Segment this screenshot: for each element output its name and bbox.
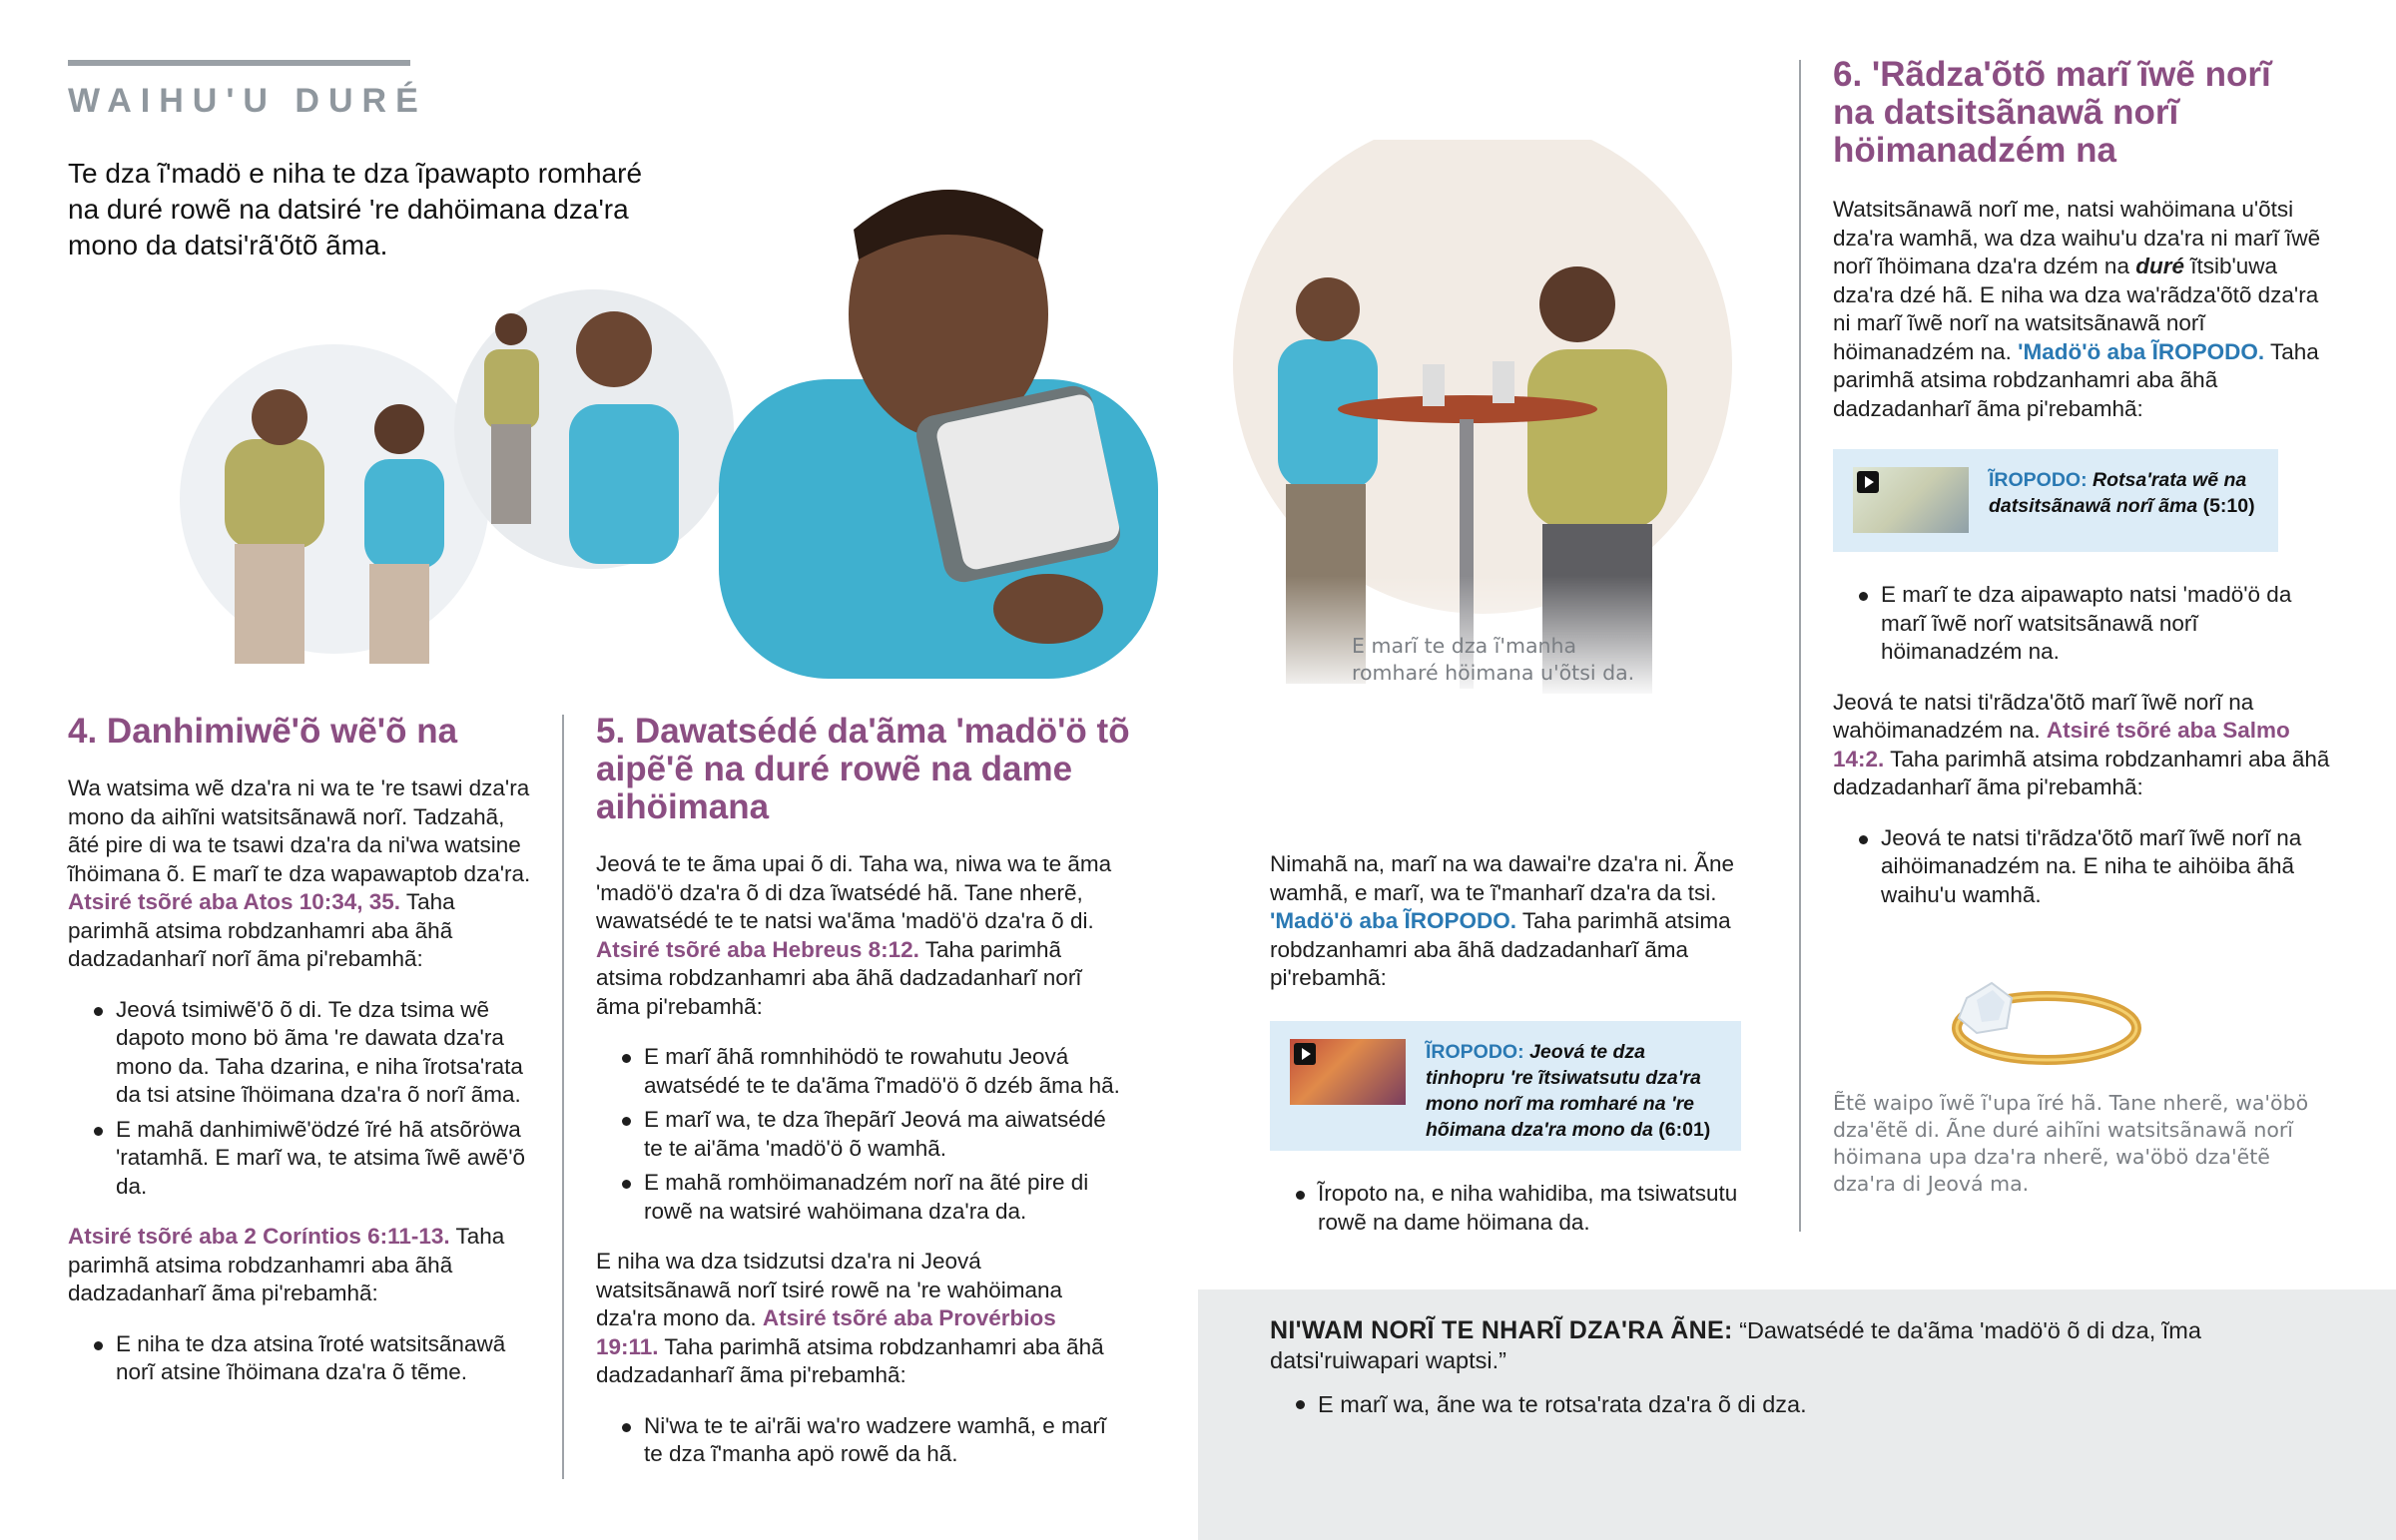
list-item: E marĩ te dza aipawapto natsi 'madö'ö da marĩ ĩwẽ norĩ watsitsãnawã norĩ höimanadzém na.	[1833, 581, 2332, 667]
section-4-paragraph-1: Wa watsima wẽ dza'ra ni wa te 're tsawi dza'ra mono da aihĩni watsitsãnawã norĩ. Tadzahã, ãté pire di wa te tsawi dza'ra da ni'wa watsine ĩhöimana õ. E marĩ te dza wapawaptob dza'ra. Atsiré tsõré aba Atos 10:34, 35. Taha parimhã atsima robdzanhamri aba ãhã dadzadanharĩ norĩ ãma pi'rebamhã:	[68, 775, 531, 971]
section-4-bullets-1	[68, 996, 537, 1202]
column-divider	[562, 715, 564, 1479]
section-5-paragraph-2: E niha wa dza tsidzutsi dza'ra ni Jeová watsitsãnawã norĩ tsiré rowẽ na 're wahöimana dza'ra mono da. Atsiré tsõré aba Provérbios 19:11. Taha parimhã atsima robdzanhamri aba ãhã dadzadanharĩ ãma pi'rebamhã:	[596, 1249, 1104, 1387]
scripture-link[interactable]: Atsiré tsõré aba 2 Coríntios 6:11-13.	[68, 1224, 450, 1249]
section-5-body	[596, 850, 1120, 1491]
video-title: ĨROPODO: Jeová te dza tinhopru 're ĩtsiwatsutu dza'ra mono norĩ ma romharé na 're hõimana dza'ra mono da (6:01)	[1426, 1041, 1711, 1141]
scripture-link[interactable]: Atsiré tsõré aba Hebreus 8:12.	[596, 936, 919, 962]
video-title: ĨROPODO: Rotsa'rata wẽ na datsitsãnawã norĩ ãma (5:10)	[1989, 469, 2255, 517]
image-caption: E marĩ te dza ĩ'manha romharé höimana u'õtsi da.	[1352, 634, 1635, 685]
list-item: Jeová te natsi ti'rãdza'õtõ marĩ ĩwẽ norĩ na aihöimanadzém na. E niha te aihöiba ãhã waihu'u wamhã.	[1833, 824, 2332, 910]
list-item: E niha te dza atsina ĩroté watsitsãnawã norĩ atsine ĩhöimana dza'ra õ tẽme.	[68, 1330, 537, 1387]
video-link[interactable]: 'Madö'ö aba ĨROPODO.	[2018, 338, 2265, 364]
play-icon[interactable]	[1294, 1043, 1316, 1065]
list-item: Ĩropoto na, e niha wahidiba, ma tsiwatsutu rowẽ na dame höimana da.	[1270, 1180, 1769, 1237]
section-5-paragraph-1: Jeová te te ãma upai õ di. Taha wa, niwa wa te ãma 'madö'ö dza'ra õ di dza ĩwatsédé hã. Tane nherẽ, wawatsédé te te natsi wa'ãma 'madö'ö dza'ra õ di. Atsiré tsõré aba Hebreus 8:12. Taha parimhã atsima robdzanhamri aba ãhã dadzadanharĩ norĩ ãma pi'rebamhã:	[596, 851, 1112, 1019]
section-5-continued	[1270, 850, 1769, 1015]
section-label: WAIHU'U DURÉ	[68, 82, 427, 120]
list-item: E marĩ ãhã romnhihödö te rowahutu Jeová awatsédé te te da'ãma ĩ'madö'ö õ dzéb ãma hã.	[596, 1043, 1120, 1100]
section-6-body	[1833, 196, 2332, 445]
section-5-bullets-2	[596, 1412, 1120, 1469]
section-6-paragraph-2: Jeová te natsi ti'rãdza'õtõ marĩ ĩwẽ norĩ na wahöimanadzém na. Atsiré tsõré aba Salmo 14:2. Taha parimhã atsima robdzanhamri aba ãhã dadzadanharĩ ãma pi'rebamhã:	[1833, 689, 2330, 799]
section-4-paragraph-2: Atsiré tsõré aba 2 Coríntios 6:11-13. Taha parimhã atsima robdzanhamri aba ãhã dadzadanharĩ ãma pi'rebamhã:	[68, 1224, 505, 1305]
video-card[interactable]	[1833, 449, 2278, 552]
section-6-heading: 6. 'Rãdza'õtõ marĩ ĩwẽ norĩ na datsitsãnawã norĩ höimanadzém na	[1833, 55, 2271, 170]
illustration-reflection	[150, 140, 1747, 699]
man-reading-bible-icon	[719, 190, 1158, 679]
section-4-heading: 4. Danhimiwẽ'õ wẽ'õ na	[68, 712, 458, 751]
play-icon[interactable]	[1857, 471, 1879, 493]
section-4-bullets-2	[68, 1330, 537, 1387]
summary-text	[1270, 1315, 2208, 1441]
column-divider	[1799, 60, 1801, 1232]
list-item: Ni'wa te te ai'rãi wa'ro wadzere wamhã, e marĩ te dza ĩ'manha apö rowẽ da hã.	[596, 1412, 1120, 1469]
ring-icon	[1937, 958, 2146, 1078]
section-5-paragraph-3: Nimahã na, marĩ na wa dawai're dza'ra ni. Ãne wamhã, e marĩ, wa te ĩ'manharĩ dza'ra da tsi. 'Madö'ö aba ĨROPODO. Taha parimhã atsima robdzanhamri aba ãhã dadzadanharĩ ãma pi'rebamhã:	[1270, 851, 1735, 990]
list-item: E marĩ wa, ãne wa te rotsa'rata dza'ra õ di dza.	[1270, 1389, 2208, 1419]
section-4-body	[68, 774, 537, 1409]
video-thumbnail[interactable]	[1290, 1039, 1406, 1105]
section-5-heading: 5. Dawatsédé da'ãma 'madö'ö tõ aipẽ'ẽ na duré rowẽ na dame aihöimana	[596, 712, 1130, 826]
video-card[interactable]	[1270, 1021, 1741, 1151]
section-5-bullets-1	[596, 1043, 1120, 1226]
list-item: Jeová tsimiwẽ'õ õ di. Te dza tsima wẽ dapoto mono bö ãma 're dawata dza'ra mono da. Taha dzarina, e niha ĩrotsa'rata da tsi atsine ĩhöimana dza'ra õ norĩ ãma.	[68, 996, 537, 1110]
section-6-paragraph-1: Watsitsãnawã norĩ me, natsi wahöimana u'õtsi dza'ra wamhã, wa dza waihu'u dza'ra ni marĩ ĩwẽ norĩ ĩhöimana dza'ra dzém na duré ĩtsib'uwa dza'ra dzé hã. E niha wa dza wa'rãdza'õtõ dza'ra ni marĩ ĩwẽ norĩ na watsitsãnawã norĩ höimanadzém na. 'Madö'ö aba ĨROPODO. Taha parimhã atsima robdzanhamri aba ãhã dadzadanharĩ ãma pi'rebamhã:	[1833, 197, 2321, 421]
section-5-continued-bullets	[1270, 1180, 1769, 1259]
scripture-link[interactable]: Atsiré tsõré aba Salmo 14:2.	[1833, 718, 2290, 771]
list-item: E marĩ wa, te dza ĩhepãrĩ Jeová ma aiwatsédé te te ai'ãma 'madö'ö õ wamhã.	[596, 1106, 1120, 1163]
summary-quote: “Dawatsédé te da'ãma 'madö'ö õ di dza, ĩma datsi'ruiwapari waptsi.”	[1270, 1317, 2201, 1373]
summary-lead: NI'WAM NORĨ TE NHARĨ DZA'RA ÃNE:	[1270, 1316, 1733, 1344]
scripture-link[interactable]: Atsiré tsõré aba Atos 10:34, 35.	[68, 889, 401, 914]
section-6-body-2	[1833, 581, 2332, 931]
section-accent-bar	[68, 60, 410, 66]
video-link[interactable]: 'Madö'ö aba ĨROPODO.	[1270, 908, 1516, 933]
list-item: E mahã romhöimanadzém norĩ na ãté pire di rowẽ na watsiré wahöimana dza'ra da.	[596, 1169, 1120, 1226]
intro-text: Te dza ĩ'madö e niha te dza ĩpawapto romharé na duré rowẽ na datsiré 're dahöimana dza'ra mono da datsi'rã'õtõ ãma.	[68, 158, 643, 260]
scripture-link[interactable]: Atsiré tsõré aba Provérbios 19:11.	[596, 1305, 1056, 1359]
video-thumbnail[interactable]	[1853, 467, 1969, 533]
ring-caption: Ẽtẽ waipo ĩwẽ ĩ'upa ĩré hã. Tane nherẽ, wa'öbö dza'ẽtẽ di. Ãne duré aihĩni watsitsãnawã norĩ höimana upa dza'ra nherẽ, wa'öbö dza'ẽtẽ dza'ra di Jeová ma.	[1833, 1091, 2309, 1196]
list-item: E mahã danhimiwẽ'ödzé ĩré hã atsõröwa 'ratamhã. E marĩ wa, te atsima ĩwẽ awẽ'õ da.	[68, 1116, 537, 1202]
